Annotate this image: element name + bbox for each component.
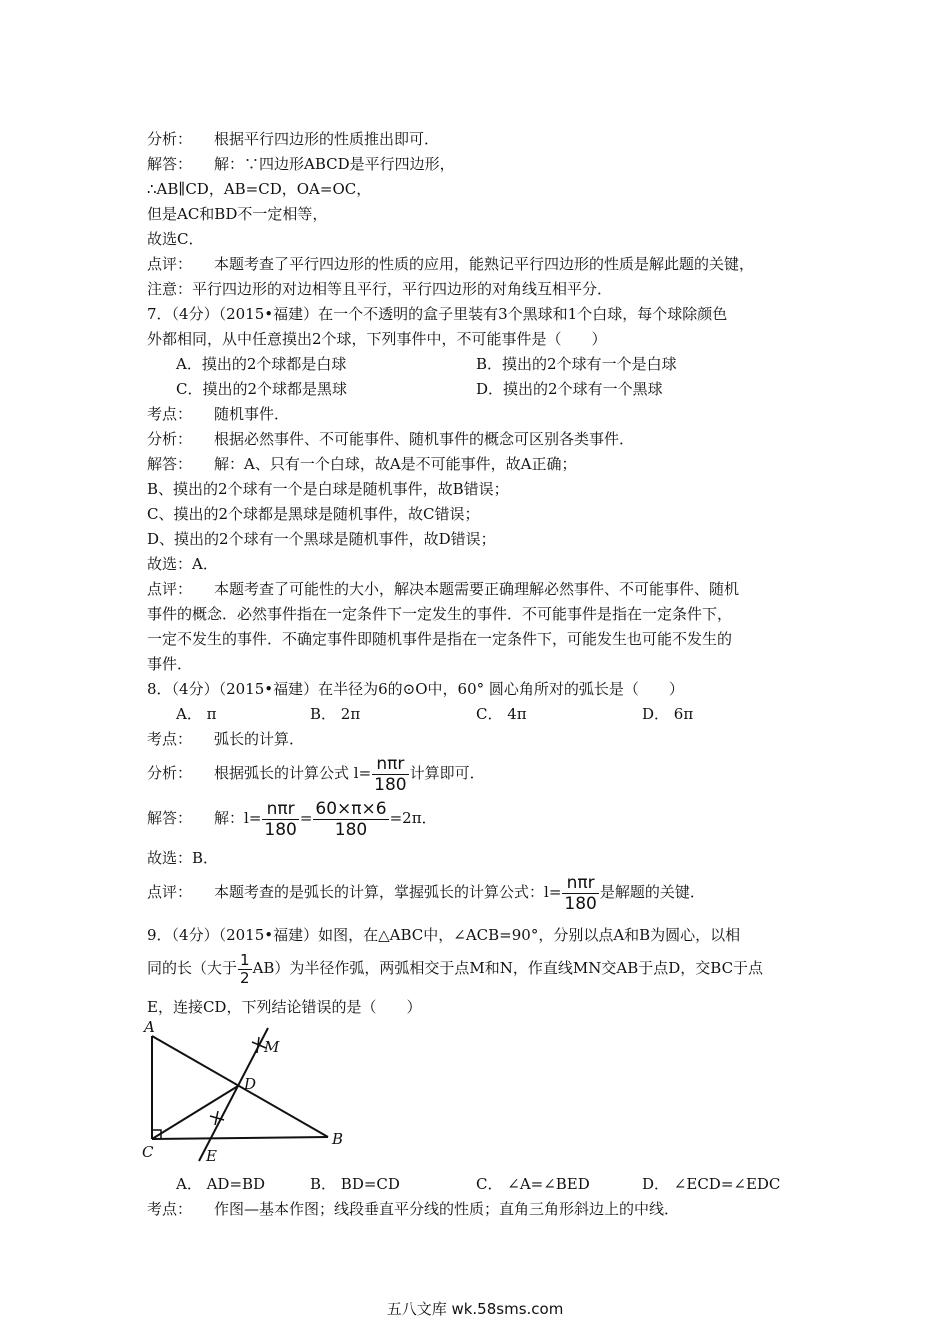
solution-formula-numerator: nπr [262,799,298,820]
q7-solution-line4: D、摸出的2个球有一个黑球是随机事件，故D错误； [147,530,496,548]
q6-comment-text: 本题考查了平行四边形的性质的应用，能熟记平行四边形的性质是解此题的关键， [214,255,755,273]
q8-option-b: B． 2π [310,705,361,723]
q8-comment [147,871,705,914]
substituted-numerator: 60×π×6 [315,798,387,819]
q6-analysis-text: 根据平行四边形的性质推出即可． [214,130,440,148]
q8-stem: 8．（4分）（2015•福建）在半径为6的⊙O中，60° 圆心角所对的弧长是（ ） [147,680,684,698]
label-d: D [244,1075,257,1093]
label-e: E [206,1147,217,1163]
formula-numerator: nπr [372,754,408,775]
q7-comment-text: 本题考查了可能性的大小，解决本题需要正确理解必然事件、不可能事件、随机 [214,580,740,598]
q6-answer: 故选C． [147,230,204,248]
formula-denominator: 180 [374,774,407,795]
comment-formula-denominator: 180 [564,893,597,914]
comment-formula-numerator: nπr [562,873,598,894]
q9-option-d: D． ∠ECD=∠EDC [642,1175,781,1193]
q8-comment-post: 是解题的关键． [599,883,705,901]
triangle-figure [140,1018,355,1163]
q8-option-a: A． π [176,705,217,723]
q8-comment-pre: 本题考查的是弧长的计算，掌握弧长的计算公式：l= [214,883,562,901]
q8-analysis [147,752,485,795]
q7-option-b: B．摸出的2个球有一个是白球 [476,355,677,373]
arc-length-formula [372,754,408,795]
label-b: B [332,1130,344,1148]
label-a: A [144,1018,155,1036]
q8-solution-post: =2π． [389,809,437,827]
q8-topic [147,729,304,749]
q6-solution [147,154,455,174]
q7-topic [147,404,289,424]
label-c: C [142,1143,154,1161]
q9-option-c: C． ∠A=∠BED [476,1175,590,1193]
q8-option-d: D． 6π [642,705,694,723]
q8-analysis-pre: 根据弧长的计算公式 l= [214,764,372,782]
q6-comment [147,254,754,274]
q7-analysis-label: 分析： [147,430,193,448]
footer-watermark: 五八文库 wk.58sms.com [386,1300,564,1318]
q8-solution-pre: 解：l= [214,809,262,827]
q6-comment-label: 点评： [147,255,193,273]
q7-analysis [147,429,634,449]
q7-comment-label: 点评： [147,580,193,598]
q6-analysis-label: 分析： [147,130,193,148]
q8-comment-label: 点评： [147,883,193,901]
q7-comment-line3: 一定不发生的事件．不确定事件即随机事件是指在一定条件下，可能发生也可能不发生的 [147,630,733,648]
q9-stem-line3: E，连接CD，下列结论错误的是（ ） [147,998,422,1016]
q9-option-a: A． AD=BD [176,1175,266,1193]
q7-comment-line4: 事件． [147,655,193,673]
label-m: M [264,1038,280,1056]
q7-stem-line2: 外都相同，从中任意摸出2个球，下列事件中，不可能事件是（ ） [147,330,607,348]
half-numerator: 1 [240,950,250,969]
q8-topic-text: 弧长的计算． [214,730,305,748]
q6-solution-line3: 但是AC和BD不一定相等， [147,205,328,223]
q7-solution-line2: B、摸出的2个球有一个是白球是随机事件，故B错误； [147,480,509,498]
q6-comment-line2: 注意：平行四边形的对边相等且平行，平行四边形的对角线互相平分． [147,280,613,298]
half-fraction [238,952,252,987]
q7-comment [147,579,739,599]
q8-answer: 故选：B． [147,849,219,867]
q8-solution-eq: = [299,809,313,827]
q7-topic-label: 考点： [147,405,193,423]
q9-stem-line2-pre: 同的长（大于 [147,959,238,977]
q7-comment-line2: 事件的概念．必然事件指在一定条件下一定发生的事件．不可能事件是指在一定条件下， [147,605,733,623]
q6-analysis [147,129,439,149]
solution-substituted [313,799,388,840]
half-denominator: 2 [240,968,250,987]
q7-solution-line3: C、摸出的2个球都是黑球是随机事件，故C错误； [147,505,480,523]
q7-answer: 故选：A． [147,555,218,573]
q7-option-a: A．摸出的2个球都是白球 [176,355,347,373]
q8-solution-label: 解答： [147,809,193,827]
q6-solution-label: 解答： [147,155,193,173]
q7-option-d: D．摸出的2个球有一个黑球 [476,380,663,398]
q9-topic [147,1199,679,1219]
q8-option-c: C． 4π [476,705,527,723]
q9-option-b: B． BD=CD [310,1175,400,1193]
q8-analysis-post: 计算即可． [409,764,485,782]
side-cb [152,1137,328,1139]
comment-formula [562,873,598,914]
q9-stem-line1: 9．（4分）（2015•福建）如图，在△ABC中，∠ACB=90°，分别以点A和B为圆心，以相 [147,926,741,944]
q9-stem-line2-post: AB）为半径作弧，两弧相交于点M和N，作直线MN交AB于点D，交BC于点 [252,959,764,977]
q6-solution-line2: ∴AB∥CD，AB=CD，OA=OC， [147,180,372,198]
q7-solution [147,454,577,474]
q7-stem-line1: 7．（4分）（2015•福建）在一个不透明的盒子里装有3个黑球和1个白球，每个球除颜色 [147,305,728,323]
q7-option-c: C．摸出的2个球都是黑球 [176,380,348,398]
substituted-denominator: 180 [334,819,368,840]
q9-stem-line2 [147,948,763,988]
q9-topic-label: 考点： [147,1200,193,1218]
q9-topic-text: 作图—基本作图；线段垂直平分线的性质；直角三角形斜边上的中线． [214,1200,680,1218]
q7-topic-text: 随机事件． [214,405,290,423]
q7-solution-text: 解：A、只有一个白球，故A是不可能事件，故A正确； [214,455,577,473]
q7-analysis-text: 根据必然事件、不可能事件、随机事件的概念可区别各类事件． [214,430,635,448]
solution-formula [262,799,298,840]
q8-topic-label: 考点： [147,730,193,748]
q8-solution [147,797,437,840]
q8-analysis-label: 分析： [147,764,193,782]
q6-solution-text: 解：∵四边形ABCD是平行四边形， [214,155,455,173]
solution-formula-denominator: 180 [264,819,297,840]
q7-solution-label: 解答： [147,455,193,473]
